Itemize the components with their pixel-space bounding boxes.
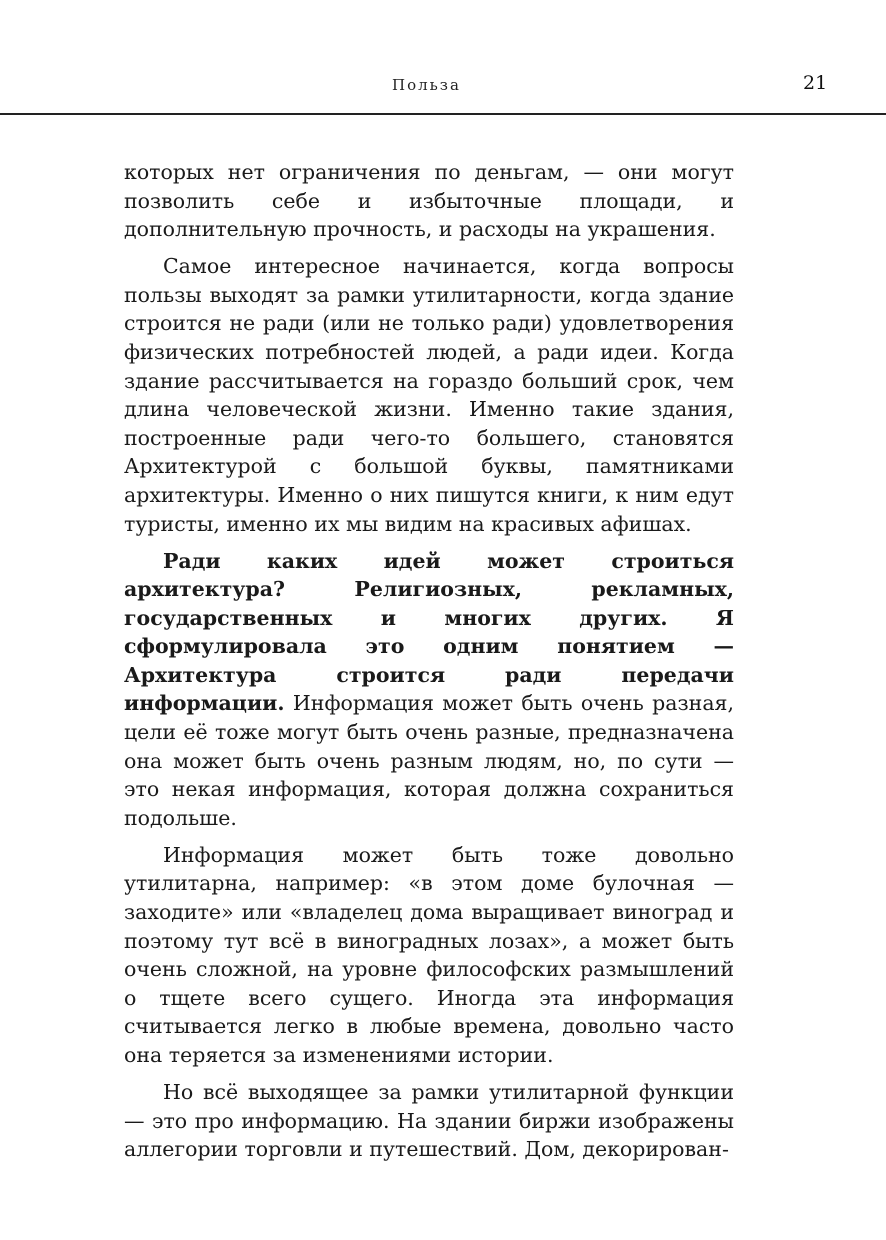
page-number: 21 [803, 72, 828, 94]
paragraph-4: Информация может быть тоже довольно утилитарна, например: «в этом доме булочная — заходите» или «владелец дома выращивает виноград и поэтому тут всё в виноградных лозах», а может быть очень сложной, на уровне философских размышлений о тщете всего сущего. Иногда эта информация считывается легко в любые времена, довольно часто она теряется за изменениями истории. [124, 842, 734, 1067]
paragraph-5: Но всё выходящее за рамки утилитарной функции — это про информацию. На здании биржи изображены аллегории торговли и путешествий. Дом, декорирован- [124, 1079, 734, 1162]
paragraph-3-text: Информация может быть очень разная, цели её тоже могут быть очень разные, предназначена она может быть очень разным людям, но, по сути — это некая информация, которая должна сохраниться подольше. [124, 691, 734, 830]
paragraph-2: Самое интересное начинается, когда вопросы пользы выходят за рамки утилитарности, когда здание строится не ради (или не только ради) удовлетворения физических потребностей людей, а ради идеи. Когда здание рассчитывается на гораздо больший срок, чем длина человеческой жизни. Именно такие здания, построенные ради чего-то большего, становятся Архитектурой с большой буквы, памятниками архитектуры. Именно о них пишутся книги, к ним едут туристы, именно их мы видим на красивых афишах. [124, 254, 734, 536]
running-title: Польза [392, 76, 461, 94]
running-header [0, 72, 886, 102]
paragraph-3 [124, 547, 734, 833]
header-rule [0, 113, 886, 115]
paragraph-1: которых нет ограничения по деньгам, — они могут позволить себе и избыточные площади, и дополнительную прочность, и расходы на украшения. [124, 160, 734, 242]
paragraph-3-emphasis: Ради каких идей может строиться архитектура? Религиозных, рекламных, государственных и многих других. Я сформулировала это одним понятием — Архитектура строится ради передачи информации. [124, 548, 734, 716]
body-text [124, 158, 734, 1172]
